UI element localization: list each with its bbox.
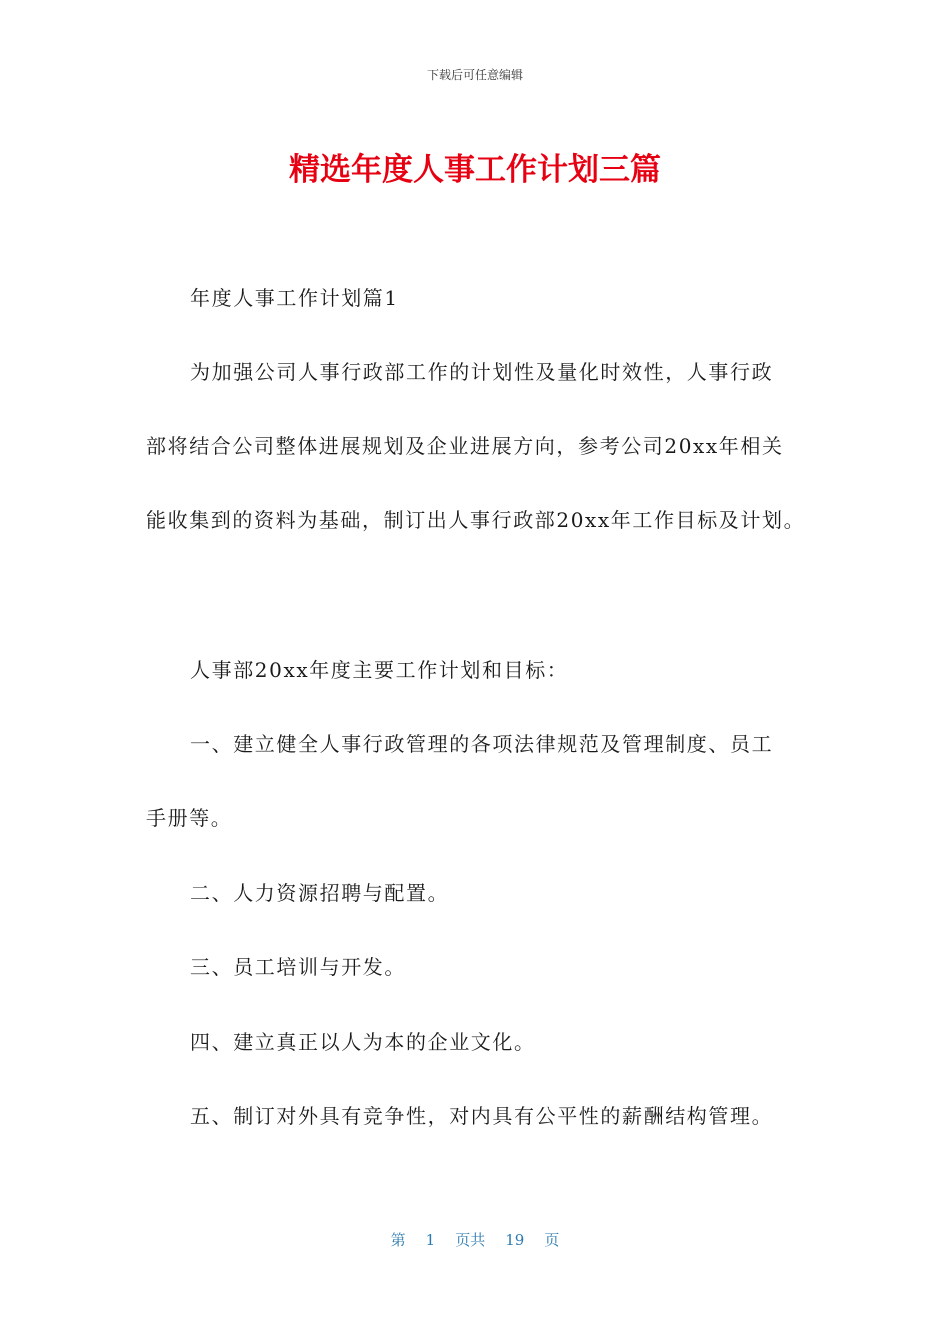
page-footer (0, 1229, 950, 1250)
paragraph-line: 部将结合公司整体进展规划及企业进展方向，参考公司20xx年相关 (146, 434, 784, 458)
list-item: 三、员工培训与开发。 (190, 955, 406, 979)
plan-heading: 人事部20xx年度主要工作计划和目标： (190, 658, 569, 682)
list-item: 二、人力资源招聘与配置。 (190, 881, 450, 905)
footer-current-page: 1 (425, 1231, 436, 1249)
list-item: 四、建立真正以人为本的企业文化。 (190, 1030, 536, 1054)
list-item: 五、制订对外具有竞争性，对内具有公平性的薪酬结构管理。 (190, 1104, 774, 1128)
paragraph-line: 能收集到的资料为基础，制订出人事行政部20xx年工作目标及计划。 (146, 508, 806, 532)
page-header-note: 下载后可任意编辑 (426, 68, 523, 82)
paragraph-line: 为加强公司人事行政部工作的计划性及量化时效性，人事行政 (190, 360, 774, 384)
footer-label-prefix: 第 (390, 1231, 406, 1249)
list-item-continuation: 手册等。 (146, 806, 233, 830)
footer-total-pages: 19 (505, 1231, 525, 1249)
footer-label-mid: 页共 (455, 1231, 486, 1249)
list-item: 一、建立健全人事行政管理的各项法律规范及管理制度、员工 (190, 732, 774, 756)
document-title: 精选年度人事工作计划三篇 (289, 152, 661, 188)
section-heading: 年度人事工作计划篇1 (190, 286, 399, 310)
footer-label-suffix: 页 (544, 1231, 560, 1249)
